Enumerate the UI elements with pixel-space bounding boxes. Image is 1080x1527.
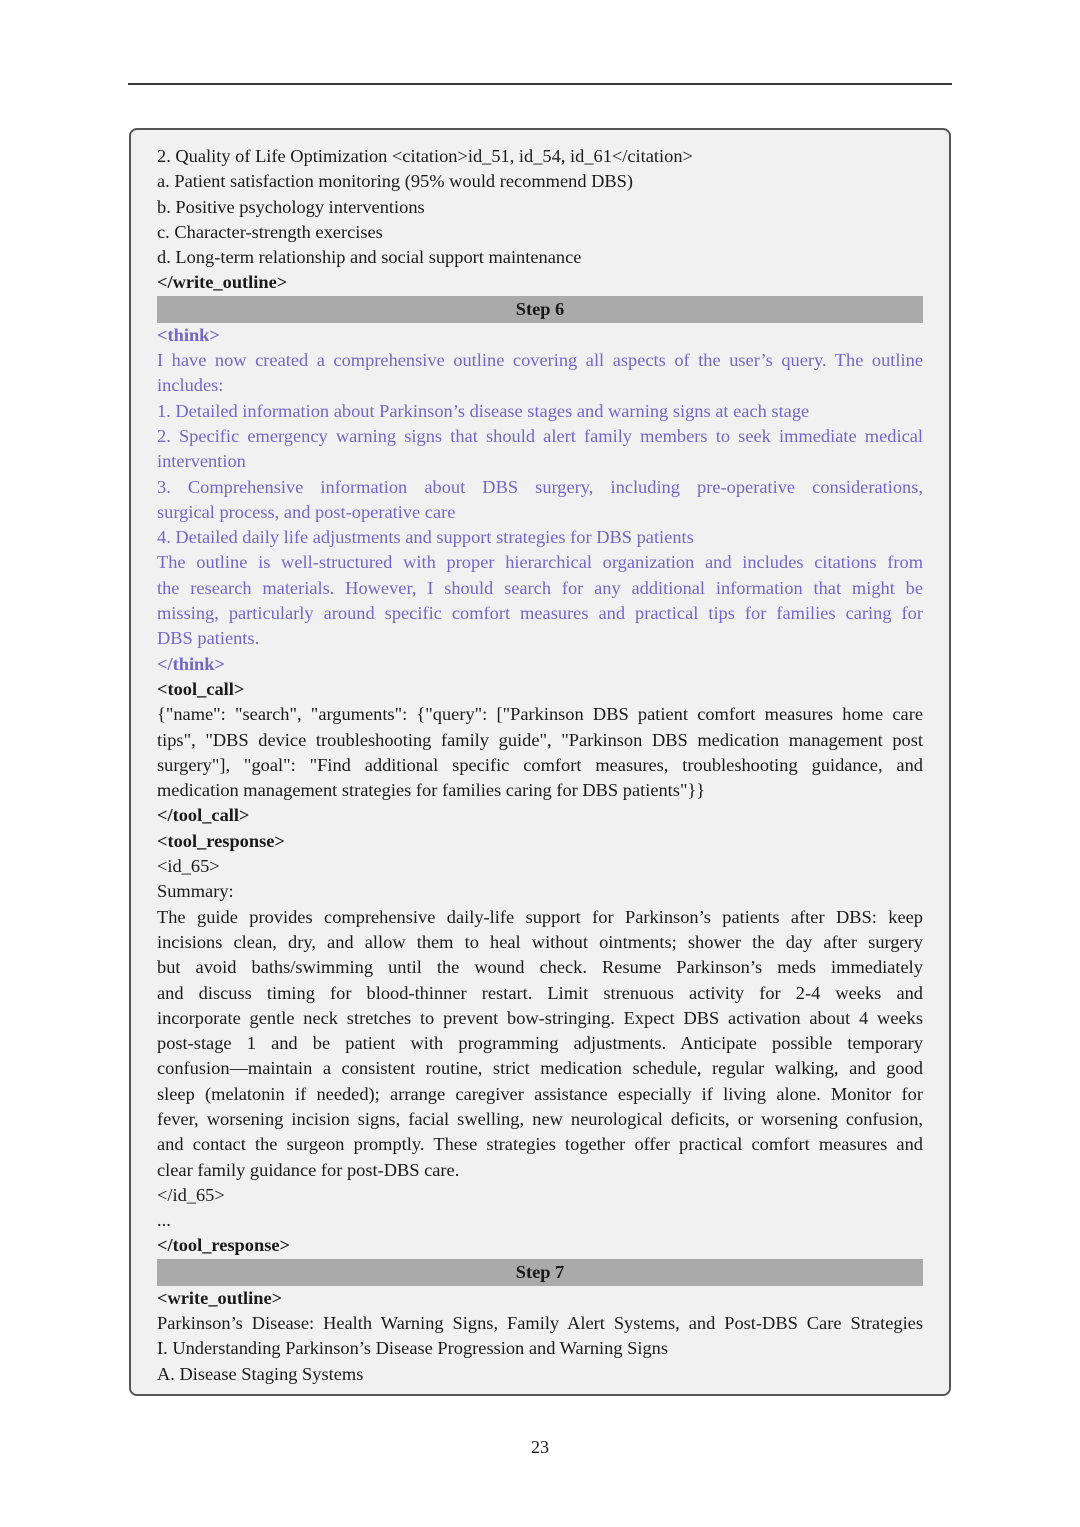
tool-call-close-tag: </tool_call> xyxy=(157,805,250,826)
think-line: 4. Detailed daily life adjustments and support strategies for DBS patients xyxy=(157,527,694,548)
summary-line: sleep (melatonin if needed); arrange caregiver assistance especially if living alone. Monitor for xyxy=(157,1083,923,1104)
outline-line: 2. Quality of Life Optimization <citation>id_51, id_54, id_61</citation> xyxy=(157,146,693,166)
tool-call-line: surgery"], "goal": "Find additional specific comfort measures, troubleshooting guidance, and xyxy=(157,754,923,775)
id-close-tag: </id_65> xyxy=(157,1184,225,1205)
think-line: DBS patients. xyxy=(157,628,260,649)
outline-line: A. Disease Staging Systems xyxy=(157,1363,364,1384)
tool-call-line: medication management strategies for families caring for DBS patients"}} xyxy=(157,780,706,801)
tool-call-line: {"name": "search", "arguments": {"query": ["Parkinson DBS patient comfort measures home care xyxy=(157,704,923,725)
write-outline-close-tag: </write_outline> xyxy=(157,272,288,293)
think-line: intervention xyxy=(157,451,246,472)
summary-line: incorporate gentle neck stretches to prevent bow-stringing. Expect DBS activation about 4 weeks xyxy=(157,1007,923,1028)
page-number: 23 xyxy=(531,1437,549,1457)
summary-label: Summary: xyxy=(157,881,234,902)
summary-line: clear family guidance for post-DBS care. xyxy=(157,1159,460,1180)
ellipsis: ... xyxy=(157,1210,171,1231)
think-open-tag: <think> xyxy=(157,324,220,345)
summary-line: post-stage 1 and be patient with programming adjustments. Anticipate possible temporary xyxy=(157,1033,923,1054)
summary-line: and discuss timing for blood-thinner restart. Limit strenuous activity for 2-4 weeks and xyxy=(157,982,923,1003)
outline-line: b. Positive psychology interventions xyxy=(157,196,425,217)
outline-line: d. Long-term relationship and social support maintenance xyxy=(157,247,582,268)
outline-line: Parkinson’s Disease: Health Warning Signs, Family Alert Systems, and Post-DBS Care Strategies xyxy=(157,1313,923,1334)
think-close-tag: </think> xyxy=(157,653,225,674)
think-line: 2. Specific emergency warning signs that should alert family members to seek immediate medical xyxy=(157,425,923,446)
think-line: the research materials. However, I should search for any additional information that might be xyxy=(157,577,923,598)
id-open-tag: <id_65> xyxy=(157,856,220,877)
think-line: I have now created a comprehensive outline covering all aspects of the user’s query. The outline xyxy=(157,350,923,371)
summary-line: but avoid baths/swimming until the wound check. Resume Parkinson’s meds immediately xyxy=(157,957,923,978)
tool-response-open-tag: <tool_response> xyxy=(157,830,285,851)
step-6-header: Step 6 xyxy=(157,296,923,323)
summary-line: incisions clean, dry, and allow them to heal without ointments; shower the day after surgery xyxy=(157,931,923,952)
step-7-header: Step 7 xyxy=(157,1259,923,1286)
outline-line: I. Understanding Parkinson’s Disease Progression and Warning Signs xyxy=(157,1338,669,1359)
outline-line: c. Character-strength exercises xyxy=(157,221,383,242)
think-line: 1. Detailed information about Parkinson’s disease stages and warning signs at each stage xyxy=(157,400,810,421)
tool-call-line: tips", "DBS device troubleshooting family guide", "Parkinson DBS medication management post xyxy=(157,729,923,750)
summary-line: confusion—maintain a consistent routine, strict medication schedule, regular walking, and good xyxy=(157,1058,923,1079)
tool-call-open-tag: <tool_call> xyxy=(157,678,245,699)
think-line: The outline is well-structured with proper hierarchical organization and includes citations from xyxy=(157,552,923,573)
write-outline-open-tag: <write_outline> xyxy=(157,1287,283,1308)
summary-line: The guide provides comprehensive daily-life support for Parkinson’s patients after DBS: keep xyxy=(157,906,923,927)
tool-response-close-tag: </tool_response> xyxy=(157,1235,291,1256)
outline-line: a. Patient satisfaction monitoring (95% would recommend DBS) xyxy=(157,171,634,192)
think-line: 3. Comprehensive information about DBS surgery, including pre-operative considerations, xyxy=(157,476,923,497)
think-line: includes: xyxy=(157,375,224,396)
transcript-box xyxy=(129,128,951,1396)
summary-line: fever, worsening incision signs, facial swelling, new neurological deficits, or worsening confusion, xyxy=(157,1108,923,1129)
header-rule xyxy=(128,83,952,85)
summary-line: and contact the surgeon promptly. These strategies together offer practical comfort measures and xyxy=(157,1134,923,1155)
think-line: missing, particularly around specific comfort measures and practical tips for families caring for xyxy=(157,603,923,624)
think-line: surgical process, and post-operative care xyxy=(157,501,456,522)
